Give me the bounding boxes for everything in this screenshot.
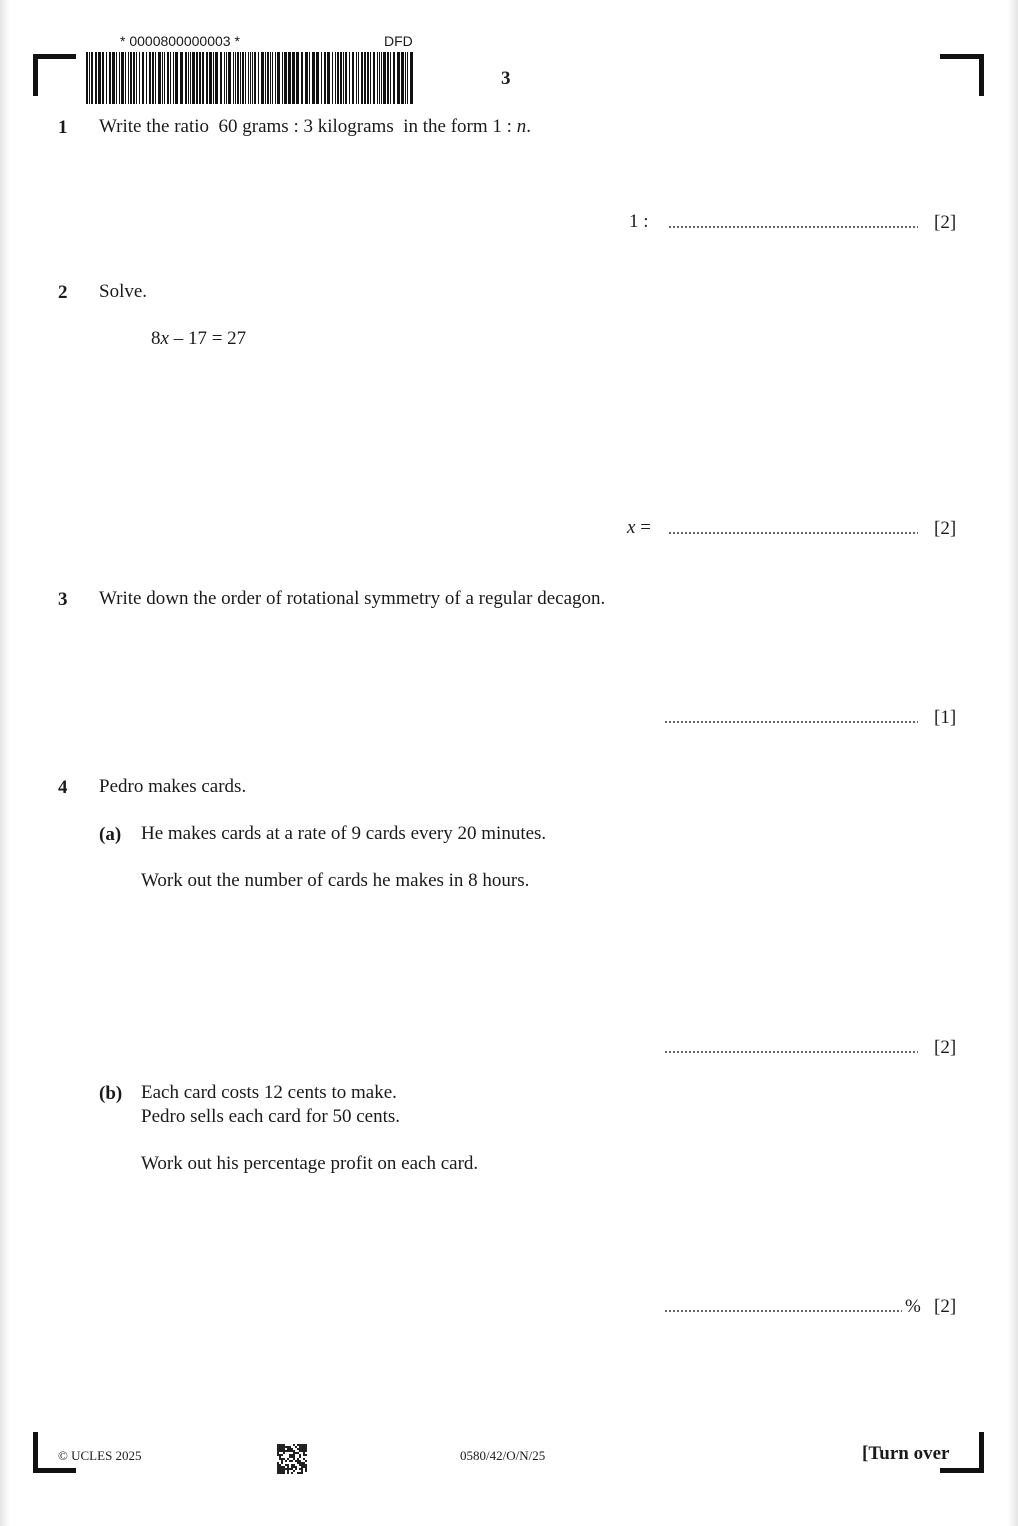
page-number: 3	[501, 68, 511, 89]
question-4b-line1: Each card costs 12 cents to make.	[141, 1082, 397, 1103]
question-2-marks: [2]	[934, 518, 957, 539]
question-4b-answer-line[interactable]	[664, 1310, 902, 1312]
question-1-marks: [2]	[934, 212, 957, 233]
question-2-answer-line[interactable]	[668, 532, 918, 534]
question-1-answer-prefix: 1 :	[629, 211, 649, 232]
qr-code	[277, 1444, 307, 1474]
question-4b-label: (b)	[99, 1083, 123, 1104]
question-4b-marks: [2]	[934, 1296, 957, 1317]
question-3-number: 3	[58, 589, 68, 610]
document-code: DFD	[384, 33, 413, 49]
question-3-marks: [1]	[934, 707, 957, 728]
crop-mark-top-left-vertical	[33, 54, 38, 96]
barcode-text: * 0000800000003 *	[120, 33, 240, 49]
question-1-number: 1	[58, 117, 68, 138]
turn-over-label: [Turn over	[862, 1443, 950, 1464]
crop-mark-bottom-right	[940, 1468, 984, 1473]
question-4-number: 4	[58, 777, 68, 798]
question-2-text: Solve.	[99, 281, 148, 302]
question-4a-line2: Work out the number of cards he makes in 8 hours.	[141, 870, 530, 891]
crop-mark-top-right-vertical	[979, 54, 984, 96]
question-3-text: Write down the order of rotational symmetry of a regular decagon.	[99, 588, 606, 609]
question-4-text: Pedro makes cards.	[99, 776, 247, 797]
question-1-text: Write the ratio 60 grams : 3 kilograms in the form 1 : n.	[99, 116, 531, 137]
question-2-answer-label: x =	[627, 517, 651, 538]
question-3-answer-line[interactable]	[664, 721, 918, 723]
footer-copyright: © UCLES 2025	[58, 1448, 142, 1463]
crop-mark-bottom-left-vertical	[33, 1432, 38, 1473]
barcode	[86, 52, 414, 104]
question-2-equation: 8x – 17 = 27	[151, 328, 247, 349]
question-1-variable: n	[516, 116, 527, 137]
question-4a-answer-line[interactable]	[664, 1051, 918, 1053]
crop-mark-top-right	[940, 54, 984, 59]
question-4b-unit: %	[905, 1296, 921, 1317]
crop-mark-bottom-right-vertical	[979, 1432, 984, 1473]
question-4a-marks: [2]	[934, 1037, 957, 1058]
question-4a-label: (a)	[99, 824, 122, 845]
question-4b-line2: Pedro sells each card for 50 cents.	[141, 1106, 401, 1127]
crop-mark-bottom-left	[33, 1468, 76, 1473]
question-4b-line3: Work out his percentage profit on each card.	[141, 1153, 479, 1174]
question-2-number: 2	[58, 282, 68, 303]
question-1-answer-line[interactable]	[668, 226, 918, 228]
footer-paper-code: 0580/42/O/N/25	[460, 1448, 546, 1463]
crop-mark-top-left	[33, 54, 76, 59]
question-4a-line1: He makes cards at a rate of 9 cards every 20 minutes.	[141, 823, 547, 844]
